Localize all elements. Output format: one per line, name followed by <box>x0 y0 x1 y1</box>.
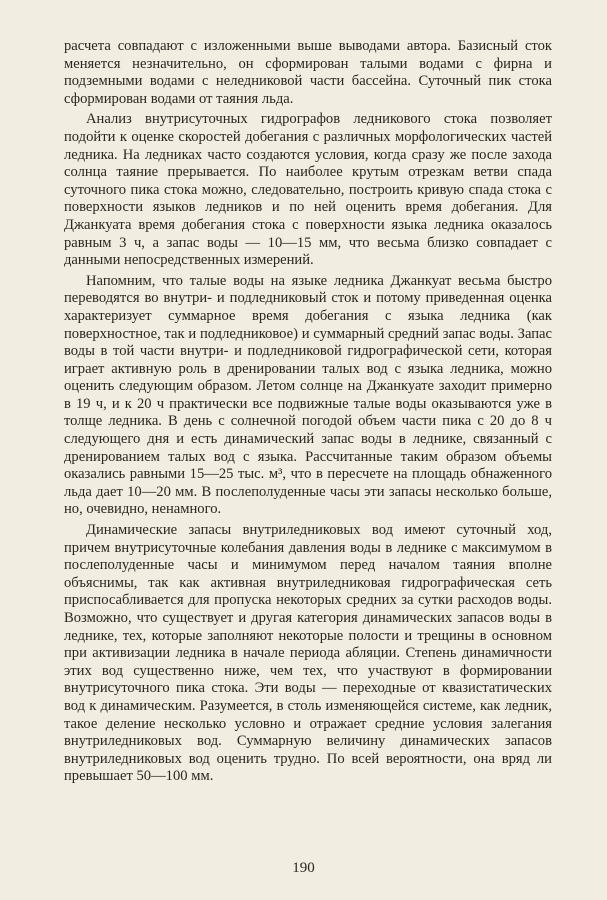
page-number: 190 <box>292 860 315 876</box>
paragraph-3: Напомним, что талые воды на языке ледника Джанкуат весьма быстро переводятся во внутри- и подледниковый сток и потому приведенная оценка характеризует суммарное время добегания с языка ледника (как поверхностное, так и подледниковое) и суммарный средний запас воды. Запас воды в той части внутри- и подледниковой гидрографической сети, которая играет активную роль в дренировании талых вод с языка ледника, можно оценить следующим образом. Летом солнце на Джанкуате заходит примерно в 19 ч, и к 20 ч практически все подвижные талые воды оказываются уже в толще ледника. В день с солнечной погодой объем части пика с 20 до 8 ч следующего дня и есть динамический запас воды в леднике, связанный с дренированием талых вод с языка. Рассчитанные таким образом объемы оказались равными 15—25 тыс. м³, что в пересчете на площадь обнаженного льда дает 10—20 мм. В послеполуденные часы эти запасы несколько больше, но, очевидно, ненамного. <box>64 272 552 518</box>
body-text <box>64 38 552 789</box>
paragraph-2: Анализ внутрисуточных гидрографов ледникового стока позволяет подойти к оценке скоростей добегания с различных морфологических частей ледника. На ледниках часто создаются условия, когда сразу же после захода солнца таяние прерывается. По наиболее крутым отрезкам ветви спада суточного пика стока можно, следовательно, построить кривую спада стока с поверхности языков ледников и по ней оценить время добегания. Для Джанкуата время добегания стока с поверхности языка ледника оказалось равным 3 ч, а запас воды — 10—15 мм, что весьма близко совпадает с данными непосредственных измерений. <box>64 111 552 269</box>
paragraph-1: расчета совпадают с изложенными выше выводами автора. Базисный сток меняется незначительно, он сформирован талыми водами с фирна и подземными водами с неледниковой части бассейна. Суточный пик стока сформирован водами от таяния льда. <box>64 38 552 107</box>
paragraph-4: Динамические запасы внутриледниковых вод имеют суточный ход, причем внутрисуточные колебания давления воды в леднике с максимумом в послеполуденные часы и минимумом перед началом таяния вполне объяснимы, так как активная внутриледниковая гидрографическая сеть приспосабливается для пропуска некоторых средних за сутки расходов воды. Возможно, что существует и другая категория динамических запасов воды в леднике, тех, которые заполняют некоторые полости и трещины в основном при активизации ледника в начале периода абляции. Степень динамичности этих вод существенно ниже, чем тех, что участвуют в формировании внутрисуточного пика стока. Эти воды — переходные от квазистатических вод к динамическим. Разумеется, в столь изменяющейся системе, как ледник, такое деление несколько условно и отражает средние условия залегания внутриледниковых вод. Суммарную величину динамических запасов внутриледниковых вод оценить трудно. По всей вероятности, она вряд ли превышает 50—100 мм. <box>64 522 552 785</box>
